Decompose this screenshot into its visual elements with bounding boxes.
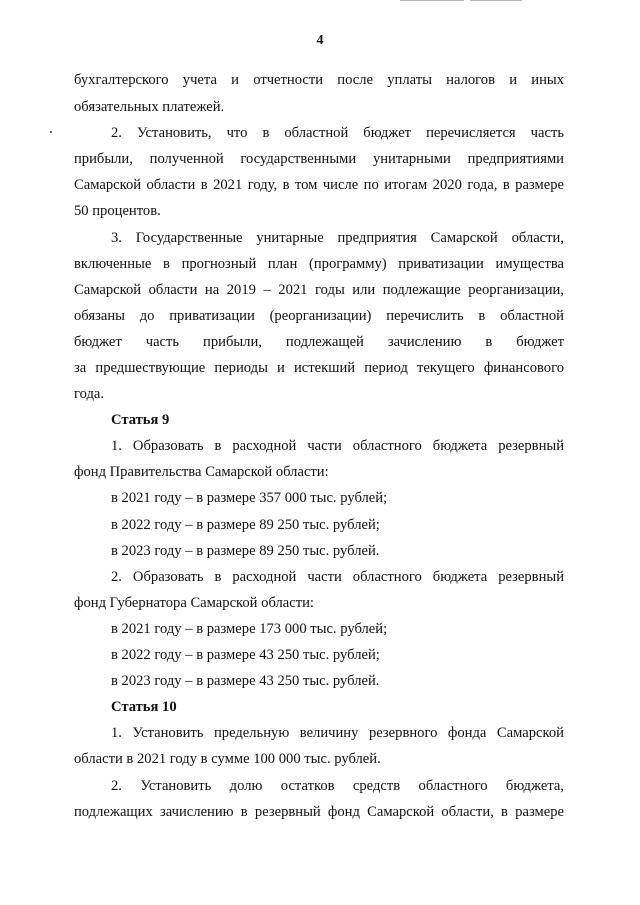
text-line: года. <box>74 386 105 402</box>
scan-speck <box>50 131 52 133</box>
text-line: за предшествующие периоды и истекший период текущего финансового <box>74 360 564 376</box>
text-line: Самарской области в 2021 году, в том числе по итогам 2020 года, в размере <box>74 177 564 193</box>
text-line: в 2022 году – в размере 89 250 тыс. рублей; <box>111 517 380 533</box>
text-line: бухгалтерского учета и отчетности после уплаты налогов и иных <box>74 72 564 88</box>
text-line: 2. Образовать в расходной части областного бюджета резервный <box>111 569 564 585</box>
scan-edge-mark <box>470 0 522 1</box>
text-line: в 2023 году – в размере 89 250 тыс. рублей. <box>111 543 380 559</box>
article-heading: Статья 10 <box>111 699 177 715</box>
text-line: фонд Губернатора Самарской области: <box>74 595 314 611</box>
text-line: в 2021 году – в размере 357 000 тыс. рублей; <box>111 490 388 506</box>
text-line: 2. Установить долю остатков средств областного бюджета, <box>111 778 564 794</box>
text-line: в 2022 году – в размере 43 250 тыс. рублей; <box>111 647 380 663</box>
text-line: подлежащих зачислению в резервный фонд Самарской области, в размере <box>74 804 564 820</box>
text-line: 1. Образовать в расходной части областного бюджета резервный <box>111 438 564 454</box>
text-line: в 2021 году – в размере 173 000 тыс. рублей; <box>111 621 388 637</box>
text-line: 3. Государственные унитарные предприятия Самарской области, <box>111 230 564 246</box>
page-number: 4 <box>316 33 324 48</box>
text-line: 50 процентов. <box>74 203 161 219</box>
text-line: 2. Установить, что в областной бюджет перечисляется часть <box>111 125 564 141</box>
text-line: прибыли, полученной государственными унитарными предприятиями <box>74 151 564 167</box>
text-line: области в 2021 году в сумме 100 000 тыс. рублей. <box>74 751 381 767</box>
text-line: включенные в прогнозный план (программу) приватизации имущества <box>74 256 564 272</box>
text-line: обязаны до приватизации (реорганизации) перечислить в областной <box>74 308 564 324</box>
scan-edge-mark <box>400 0 464 1</box>
text-line: в 2023 году – в размере 43 250 тыс. рублей. <box>111 673 380 689</box>
text-line: фонд Правительства Самарской области: <box>74 464 329 480</box>
article-heading: Статья 9 <box>111 412 170 428</box>
text-line: обязательных платежей. <box>74 99 225 115</box>
text-line: 1. Установить предельную величину резервного фонда Самарской <box>111 725 564 741</box>
text-line: бюджет часть прибыли, подлежащей зачислению в бюджет <box>74 334 564 350</box>
text-line: Самарской области на 2019 – 2021 годы или подлежащие реорганизации, <box>74 282 564 298</box>
